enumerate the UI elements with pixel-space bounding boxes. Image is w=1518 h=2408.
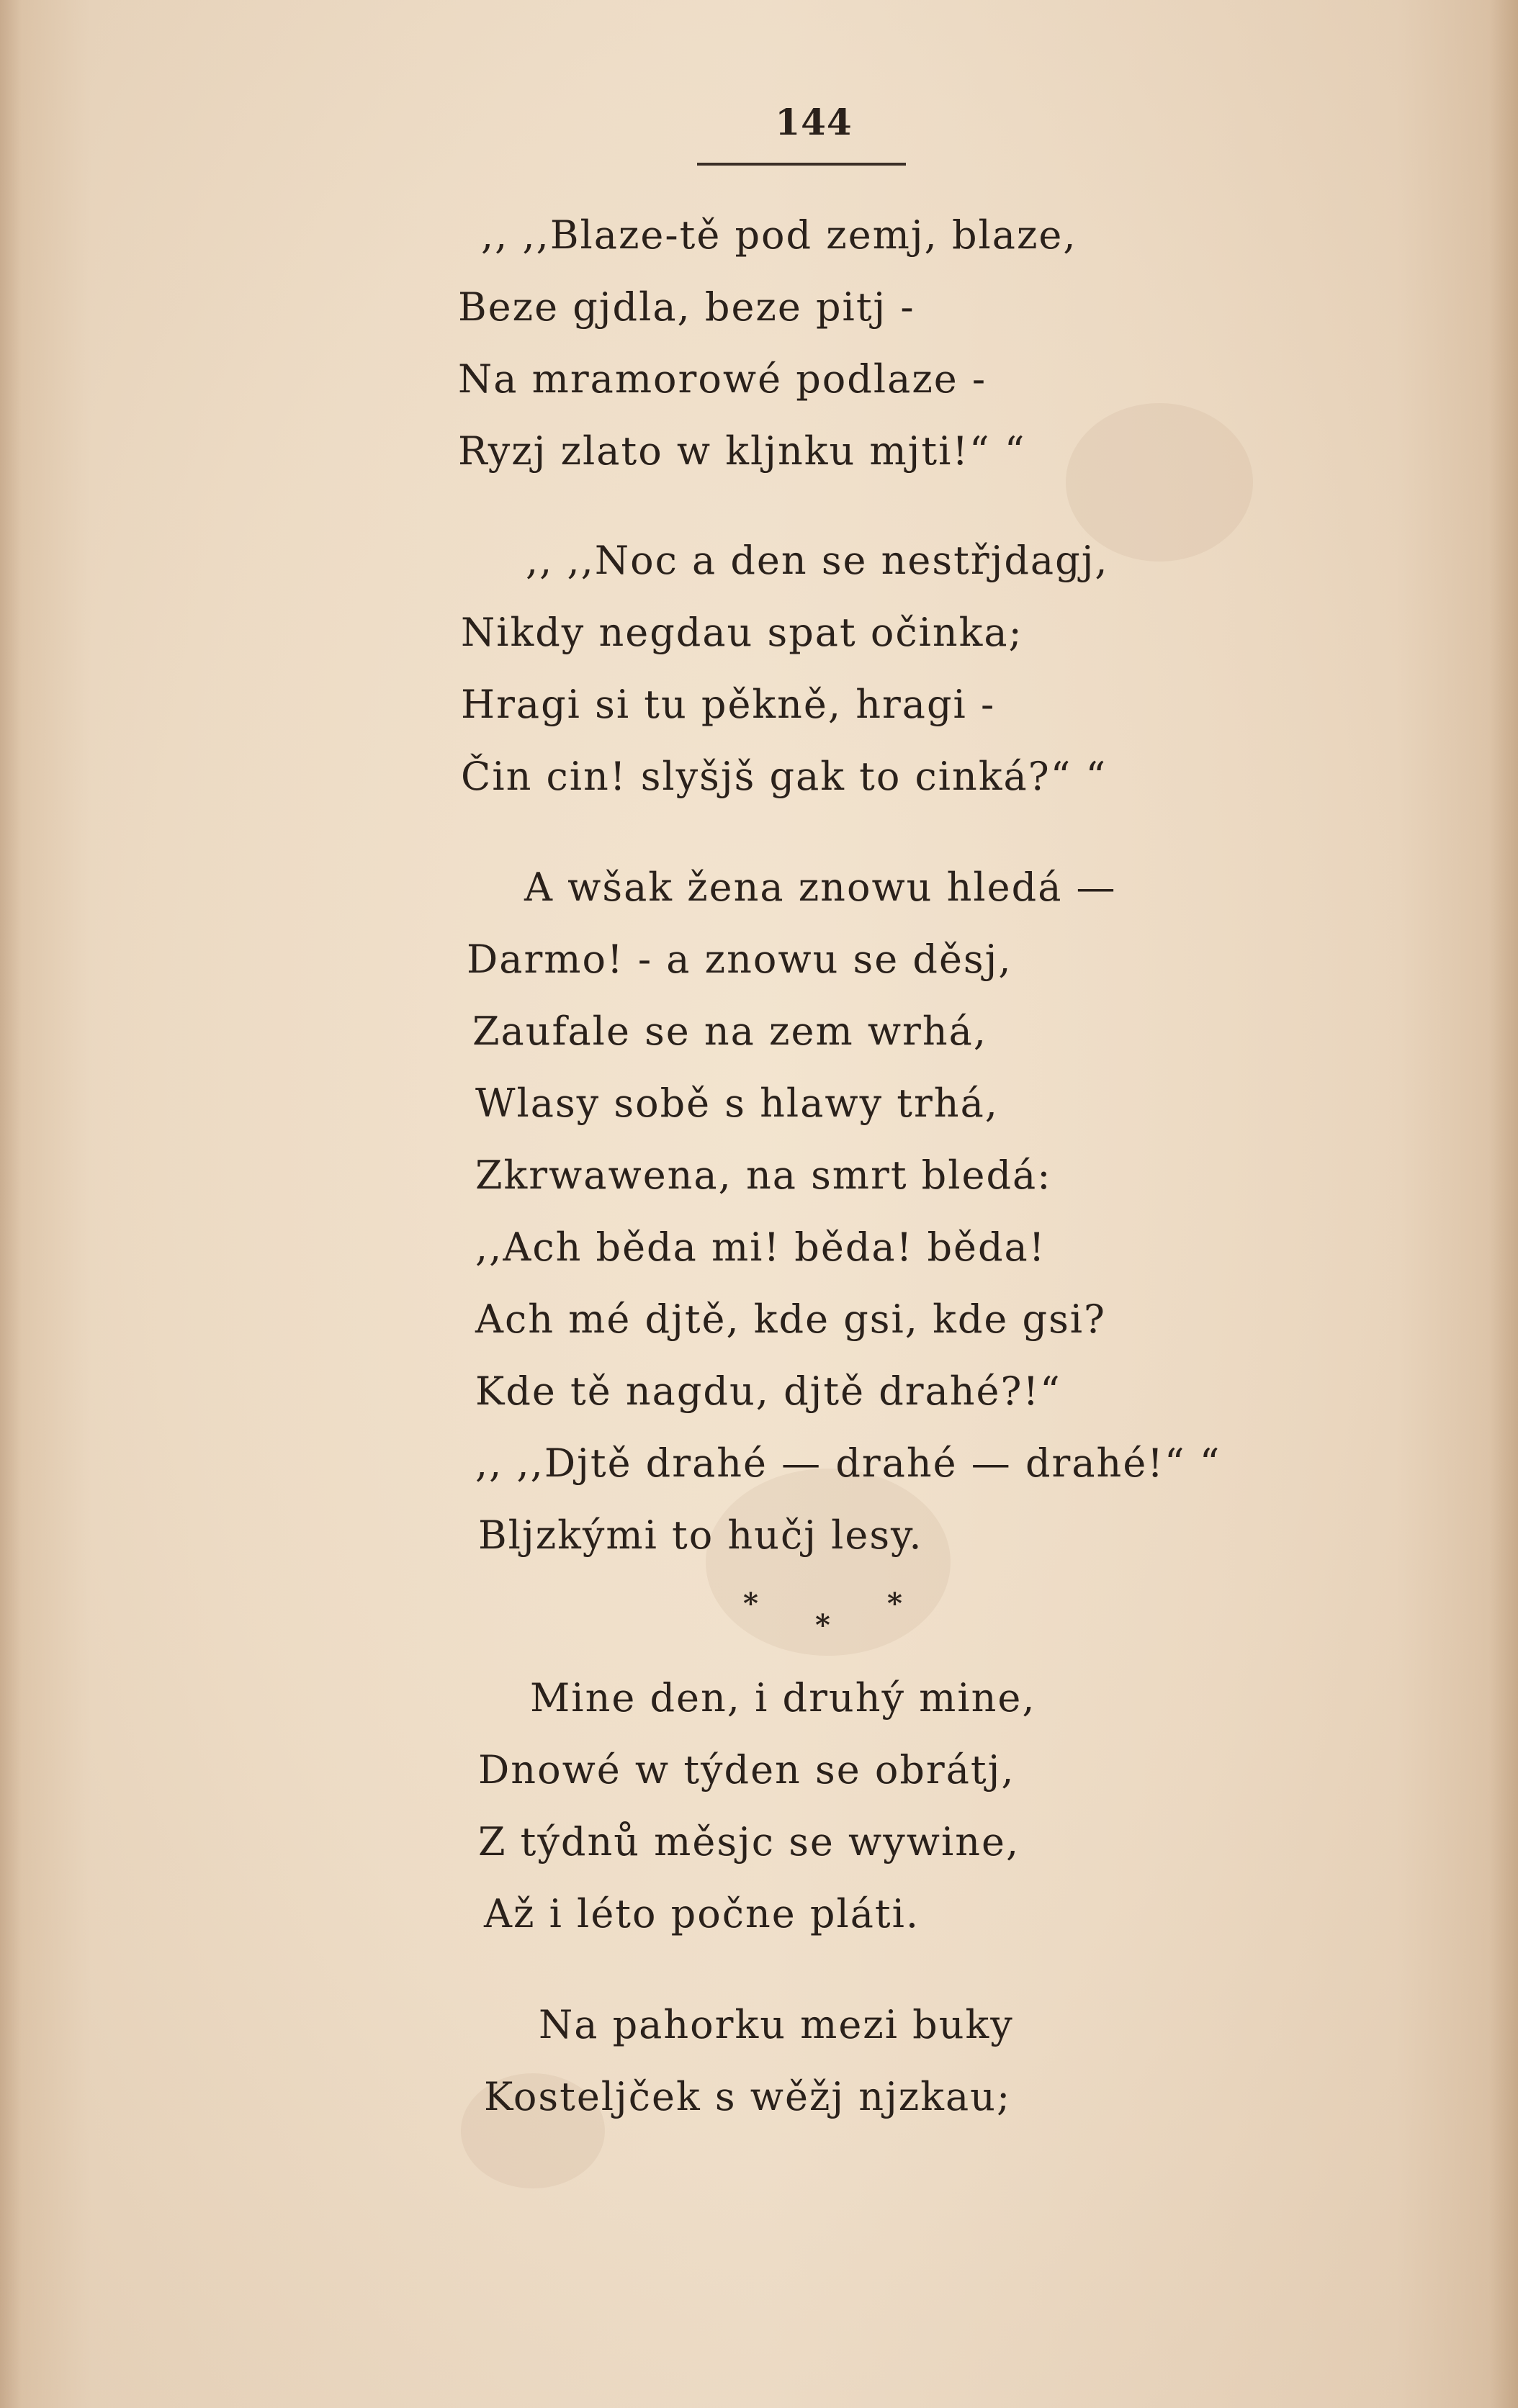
verse-line: Mine den, i druhý mine, <box>530 1675 1036 1721</box>
verse-line: ,, ,,Noc a den se nestřjdagj, <box>526 538 1109 583</box>
verse-line: Až i léto počne pláti. <box>484 1891 920 1936</box>
verse-line: Zkrwawena, na smrt bledá: <box>475 1153 1052 1198</box>
page-edge-shadow <box>0 0 22 2408</box>
verse-line: Kosteljček s wěžj njzkau; <box>484 2074 1012 2119</box>
verse-line: Dnowé w týden se obrátj, <box>478 1747 1015 1793</box>
verse-line: Beze gjdla, beze pitj - <box>458 284 915 330</box>
asterisk: * <box>887 1587 902 1620</box>
verse-line: Zaufale se na zem wrhá, <box>472 1009 987 1054</box>
verse-line: Bljzkými to hučj lesy. <box>478 1512 923 1558</box>
section-divider <box>735 1584 922 1641</box>
verse-line: Hragi si tu pěkně, hragi - <box>461 682 996 727</box>
verse-line: Kde tě nagdu, djtě drahé?!“ <box>475 1368 1061 1414</box>
verse-line: ,, ,,Djtě drahé — drahé — drahé!“ “ <box>475 1440 1221 1486</box>
verse-line: Nikdy negdau spat očinka; <box>461 610 1023 655</box>
verse-line: Wlasy sobě s hlawy trhá, <box>475 1081 999 1126</box>
verse-line: Na mramorowé podlaze - <box>458 356 987 402</box>
page-number: 144 <box>775 101 853 143</box>
asterisk: * <box>815 1608 830 1642</box>
verse-line: Čin cin! slyšjš gak to cinká?“ “ <box>461 754 1108 799</box>
asterisk: * <box>743 1587 758 1620</box>
verse-line: Darmo! - a znowu se děsj, <box>467 937 1012 982</box>
verse-line: ,, ,,Blaze-tě pod zemj, blaze, <box>481 212 1077 258</box>
verse-line: Ryzj zlato w kljnku mjti!“ “ <box>458 428 1026 474</box>
verse-line: A wšak žena znowu hledá — <box>524 865 1117 910</box>
verse-line: Z týdnů měsjc se wywine, <box>478 1819 1020 1864</box>
verse-line: Na pahorku mezi buky <box>539 2002 1014 2047</box>
header-rule <box>697 163 906 166</box>
verse-line: Ach mé djtě, kde gsi, kde gsi? <box>475 1297 1107 1342</box>
verse-line: ,,Ach běda mi! běda! běda! <box>475 1225 1046 1270</box>
spine-shadow <box>1489 0 1518 2408</box>
